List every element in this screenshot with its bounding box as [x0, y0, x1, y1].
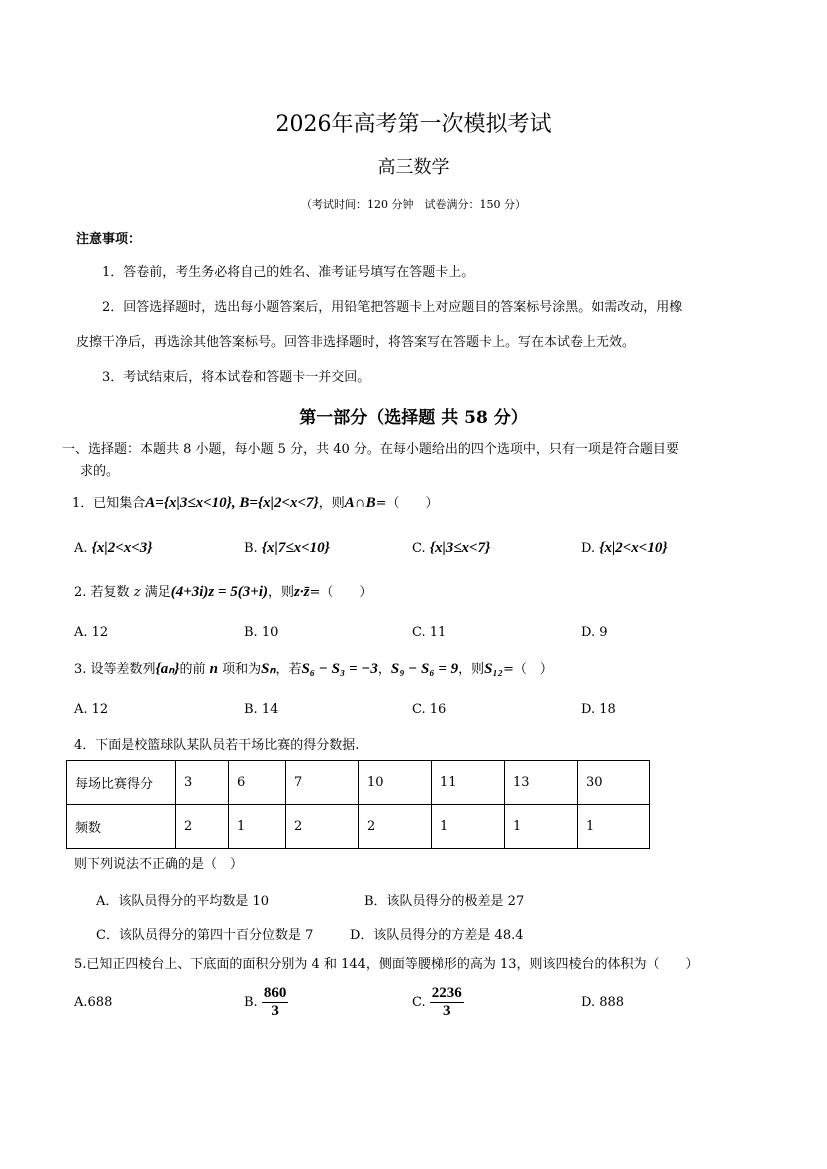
- q2-option-d[interactable]: D. 9: [581, 625, 608, 640]
- notes-heading: 注意事项：: [76, 232, 142, 247]
- q5-option-c[interactable]: C. $\frac{2236}{3}$: [412, 985, 462, 1019]
- q4-option-a[interactable]: A．该队员得分的平均数是 10: [96, 894, 270, 909]
- score-table: [66, 760, 650, 849]
- q3-option-a[interactable]: A. 12: [74, 702, 109, 717]
- q1-option-b[interactable]: B. {x|7≤x<10}: [244, 540, 330, 556]
- note-2-cont: 皮擦干净后，再选涂其他答案标号。回答非选择题时，将答案写在答题卡上。写在本试卷上无效。: [76, 335, 636, 350]
- section-title: 第一部分（选择题 共 58 分）: [299, 408, 528, 428]
- q5-option-a[interactable]: A.688: [74, 995, 113, 1010]
- question-2-stem: 2. 若复数 z 满足(4+3i)z = 5(3+i)，则z·z̄=（ ）: [74, 584, 373, 600]
- note-1: 1．答卷前，考生务必将自己的姓名、准考证号填写在答题卡上。: [102, 265, 475, 280]
- question-5-stem: 5.已知正四棱台上、下底面的面积分别为 4 和 144，侧面等腰梯形的高为 13，则该四棱台的体积为（ ）: [74, 957, 699, 972]
- q2-option-c[interactable]: C. 11: [412, 625, 447, 640]
- note-3: 3．考试结束后，将本试卷和答题卡一并交回。: [102, 370, 371, 385]
- table-row: 每场比赛得分 3 6 7 10 11 13 30: [67, 761, 650, 805]
- q4-option-d[interactable]: D．该队员得分的方差是 48.4: [350, 928, 524, 943]
- q2-option-b[interactable]: B. 10: [244, 625, 279, 640]
- question-4-prompt: 则下列说法不正确的是（ ）: [74, 857, 244, 872]
- q3-option-c[interactable]: C. 16: [412, 702, 447, 717]
- exam-subtitle: 高三数学: [377, 157, 450, 178]
- q4-option-c[interactable]: C．该队员得分的第四十百分位数是 7: [96, 928, 314, 943]
- exam-info: （考试时间：120 分钟 试卷满分：150 分）: [301, 198, 526, 211]
- q3-option-b[interactable]: B. 14: [244, 702, 279, 717]
- q1-option-d[interactable]: D. {x|2<x<10}: [581, 540, 668, 556]
- q2-option-a[interactable]: A. 12: [74, 625, 109, 640]
- q3-option-d[interactable]: D. 18: [581, 702, 616, 717]
- question-3-stem: 3. 设等差数列{aₙ}的前 n 项和为Sₙ，若S₆ − S₃ = −3，S₉ − S₆ = 9，则S₁₂=（ ）: [74, 661, 553, 677]
- table-row: 频数 2 1 2 2 1 1 1: [67, 805, 650, 849]
- question-4-stem: 4．下面是校篮球队某队员若干场比赛的得分数据.: [74, 738, 360, 753]
- fraction: $\frac{860}{3}$: [263, 985, 287, 1019]
- fraction: $\frac{2236}{3}$: [431, 985, 462, 1019]
- q5-option-b[interactable]: B. $\frac{860}{3}$: [244, 985, 287, 1019]
- question-1-stem: 1．已知集合A={x|3≤x<10}, B={x|2<x<7}，则A∩B=（ ）: [72, 495, 439, 511]
- note-2: 2．回答选择题时，选出每小题答案后，用铅笔把答题卡上对应题目的答案标号涂黑。如需改动，用橡: [102, 300, 683, 315]
- q1-option-a[interactable]: A. {x|2<x<3}: [74, 540, 153, 556]
- section-intro: 一、选择题：本题共 8 小题，每小题 5 分，共 40 分。在每小题给出的四个选项中，只有一项是符合题目要: [62, 442, 679, 457]
- exam-title: 2026年高考第一次模拟考试: [275, 112, 552, 137]
- q1-option-c[interactable]: C. {x|3≤x<7}: [412, 540, 491, 556]
- q5-option-d[interactable]: D. 888: [581, 995, 625, 1010]
- section-intro-cont: 求的。: [80, 464, 120, 479]
- q4-option-b[interactable]: B．该队员得分的极差是 27: [364, 894, 525, 909]
